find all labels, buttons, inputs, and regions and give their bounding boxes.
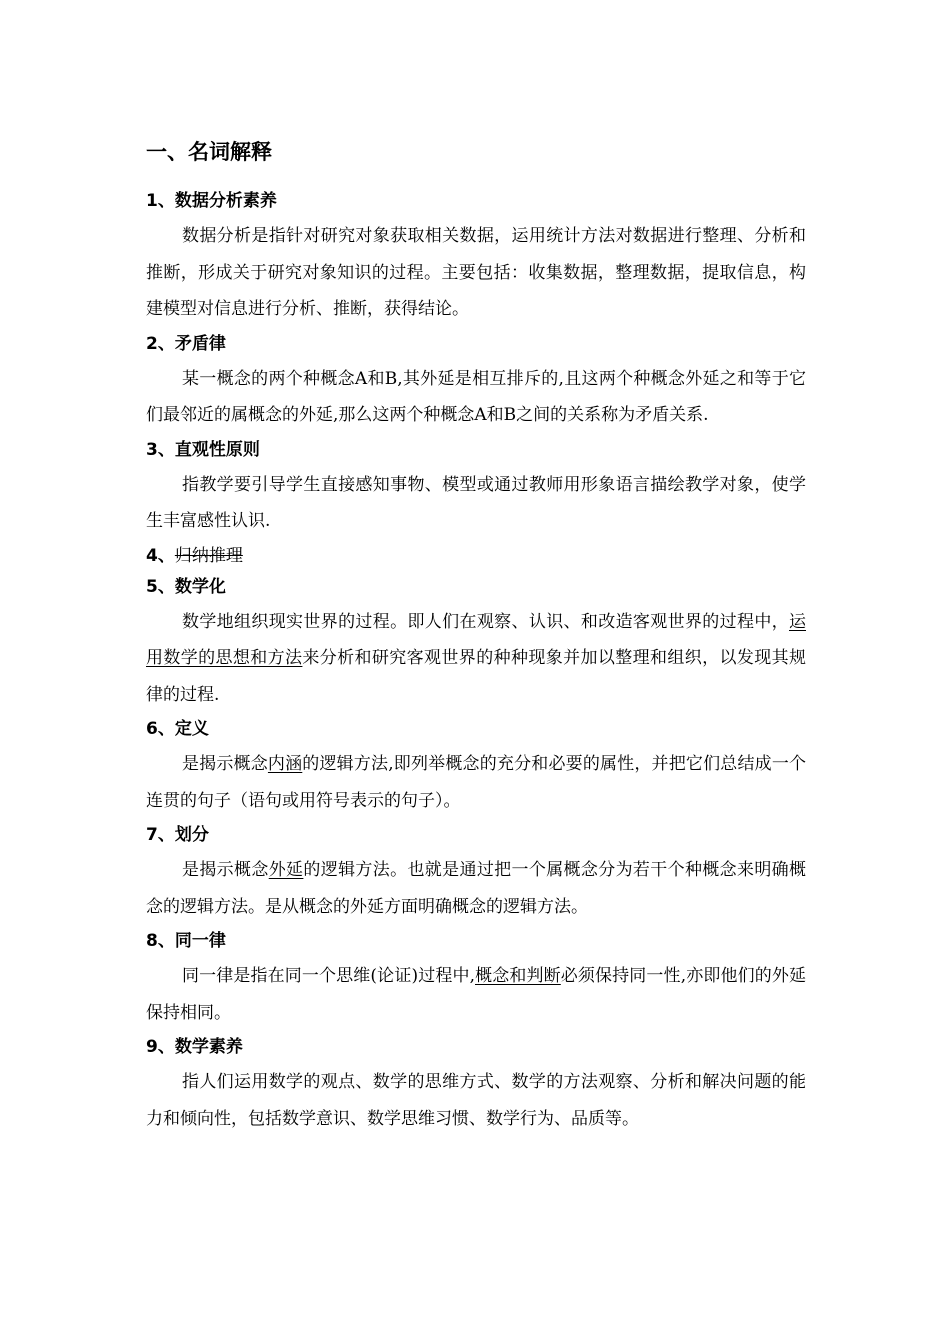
term-heading [146, 574, 806, 602]
glossary-entry [146, 188, 806, 328]
underlined-phrase: 运用数学的思想和方法 [146, 611, 806, 668]
term-title: 直观性原则 [174, 439, 260, 460]
term-number: 3、 [146, 439, 175, 460]
term-heading [146, 543, 806, 571]
term-heading [146, 188, 806, 216]
term-heading [146, 1034, 806, 1062]
section-title: 一、名词解释 [146, 140, 272, 164]
term-title-struck: 归纳推理 [174, 545, 243, 566]
term-definition: 指人们运用数学的观点、数学的思维方式、数学的方法观察、分析和解决问题的能力和倾向性，包括数学意识、数学思维习惯、数学行为、品质等。 [146, 1072, 806, 1129]
term-number: 2、 [146, 333, 175, 354]
term-heading [146, 928, 806, 956]
glossary-entry [146, 331, 806, 434]
term-title: 划分 [174, 825, 209, 845]
term-definition: 是揭示概念内涵的逻辑方法,即列举概念的充分和必要的属性，并把它们总结成一个连贯的句子（语句或用符号表示的句子）。 [146, 754, 807, 811]
term-definition: 指教学要引导学生直接感知事物、模型或通过教师用形象语言描绘教学对象，使学生丰富感性认识. [146, 474, 806, 531]
underlined-phrase: 概念和判断 [475, 966, 561, 986]
term-title: 矛盾律 [174, 333, 226, 354]
glossary-entry [146, 716, 806, 819]
term-title: 数学素养 [174, 1037, 243, 1057]
glossary-entry [146, 574, 806, 714]
term-definition: 数据分析是指针对研究对象获取相关数据，运用统计方法对数据进行整理、分析和推断，形成关于研究对象知识的过程。主要包括：收集数据，整理数据，提取信息，构建模型对信息进行分析、推断，获得结论。 [146, 226, 806, 319]
glossary-entry [146, 822, 806, 925]
underlined-phrase: 外延 [268, 860, 304, 880]
term-heading [146, 437, 806, 465]
glossary-entry [146, 1034, 806, 1137]
term-heading [146, 822, 806, 850]
term-definition: 数学地组织现实世界的过程。即人们在观察、认识、和改造客观世界的过程中，运用数学的思想和方法来分析和研究客观世界的种种现象并加以整理和组织，以发现其规律的过程. [146, 611, 806, 705]
term-title: 定义 [174, 719, 209, 739]
term-number: 1、 [146, 191, 175, 211]
term-number: 9、 [146, 1037, 175, 1057]
glossary-entry [146, 543, 806, 571]
term-definition: 同一律是指在同一个思维(论证)过程中,概念和判断必须保持同一性,亦即他们的外延保持相同。 [146, 966, 806, 1023]
term-title: 数据分析素养 [174, 191, 277, 211]
term-number: 7、 [146, 825, 175, 845]
term-title: 同一律 [174, 931, 226, 951]
term-definition: 某一概念的两个种概念A和B,其外延是相互排斥的,且这两个种概念外延之和等于它们最邻近的属概念的外延,那么这两个种概念A和B之间的关系称为矛盾关系. [146, 368, 806, 425]
term-number: 8、 [146, 931, 175, 951]
term-title: 数学化 [174, 576, 226, 597]
term-heading [146, 716, 806, 744]
glossary-list [146, 188, 806, 1140]
term-number: 6、 [146, 719, 175, 739]
glossary-entry [146, 928, 806, 1031]
glossary-entry [146, 437, 806, 540]
term-definition: 是揭示概念外延的逻辑方法。也就是通过把一个属概念分为若干个种概念来明确概念的逻辑方法。是从概念的外延方面明确概念的逻辑方法。 [146, 860, 807, 917]
term-number: 5、 [146, 576, 175, 597]
term-heading [146, 331, 806, 359]
term-number: 4、 [146, 545, 175, 566]
underlined-phrase: 内涵 [267, 754, 303, 774]
